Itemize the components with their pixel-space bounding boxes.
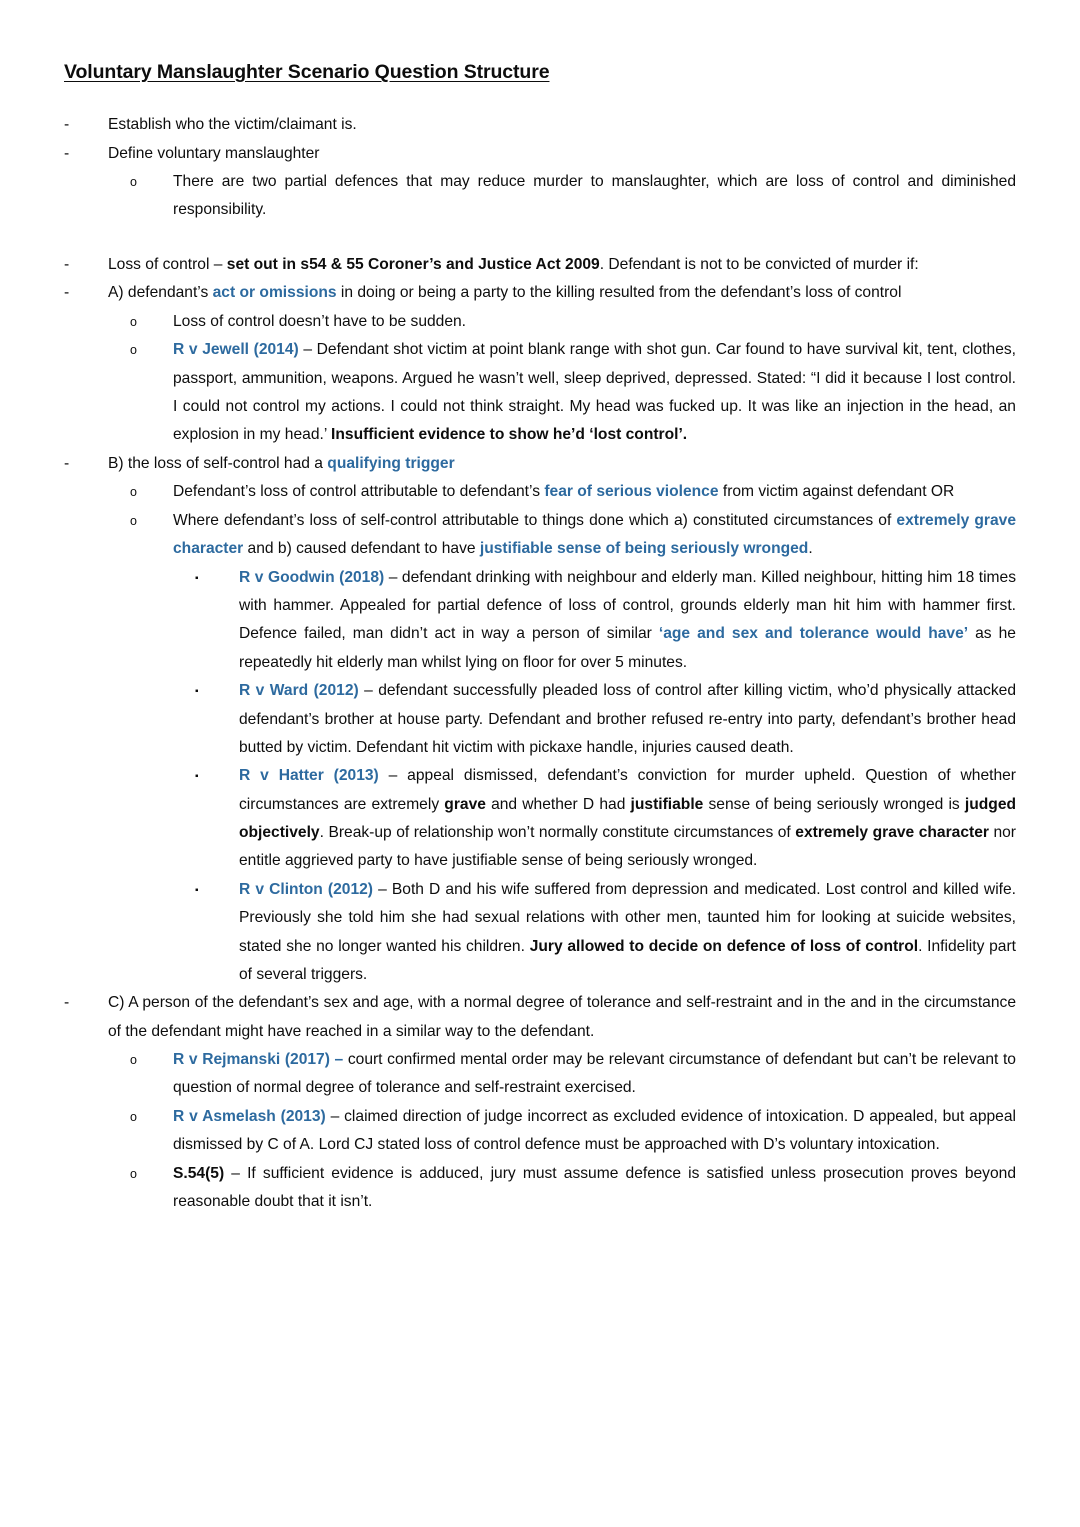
case-description: – Defendant shot victim at point blank range with shot gun. Car found to have survival kit, tent, clothes, passport, ammunition, weapons. Argued he wasn’t well, sleep deprived, depressed. Stated: “I did it because I lost control. I could not control my actions. I could not think straight. My head was fucked up. It was like an injection in the head, an explosion in my head.’ [173, 341, 1016, 444]
bullet-dash: - [64, 454, 70, 472]
bullet-circle: o [130, 175, 137, 190]
case-citation: R v Goodwin (2018) [239, 568, 385, 586]
bullet-circle: o [130, 485, 137, 500]
list-item [64, 168, 1016, 225]
case-entry [173, 336, 1016, 450]
case-citation: R v Hatter (2013) [239, 767, 379, 785]
list-item [64, 251, 1016, 279]
statute-reference: S.54(5) [173, 1164, 225, 1182]
case-description: – Both D and his wife suffered from depression and medicated. Lost control and killed wife. Previously she told him she had sexual relations with other men, taunted him for looking at suicide websites, stated she no longer wanted his children. [239, 880, 1016, 955]
statute-entry [173, 1160, 1016, 1217]
list-item-text [108, 251, 1016, 279]
case-entry [239, 564, 1016, 678]
bullet-circle: o [130, 1053, 137, 1068]
list-item [64, 1103, 1016, 1160]
list-item [64, 140, 1016, 168]
case-description: as he repeatedly hit elderly man whilst lying on floor for over 5 minutes. [239, 625, 1016, 671]
case-description: – defendant drinking with neighbour and elderly man. Killed neighbour, hitting him 18 times with hammer. Appealed for partial defence of loss of control, grounds elderly man hit him with hammer first. Defence failed, man didn’t act in way a person of similar [239, 568, 1017, 643]
page-title: Voluntary Manslaughter Scenario Question Structure [64, 61, 550, 83]
text-segment: in doing or being a party to the killing resulted from the defendant’s loss of control [336, 284, 902, 302]
case-entry [239, 876, 1016, 990]
emphasis: justifiable [630, 795, 704, 813]
list-item [64, 876, 1016, 990]
case-citation: R v Jewell (2014) [173, 341, 299, 359]
list-item [64, 336, 1016, 450]
case-description: and whether D had [485, 795, 631, 813]
bullet-square: ▪ [195, 686, 199, 698]
case-citation: R v Rejmanski (2017) – [173, 1051, 344, 1069]
case-entry [173, 1103, 1016, 1160]
text-segment: and b) caused defendant to have [243, 540, 480, 558]
list-item [64, 450, 1016, 478]
case-entry [173, 1046, 1016, 1103]
text-segment: Defendant’s loss of control attributable to defendant’s [173, 483, 545, 501]
list-item-text [108, 450, 1016, 478]
case-description: . Infidelity part of several triggers. [239, 937, 1016, 983]
bullet-circle: o [130, 343, 137, 358]
list-item [64, 989, 1016, 1046]
highlighted-term: act or omissions [212, 284, 337, 302]
list-item-text: Define voluntary manslaughter [108, 144, 320, 162]
text-segment: Loss of control – [108, 255, 227, 273]
statute-description: – If sufficient evidence is adduced, jury must assume defence is satisfied unless prosecution proves beyond reasonable doubt that it isn’t. [173, 1164, 1016, 1210]
text-segment: B) the loss of self-control had a [108, 454, 328, 472]
list-item [64, 1160, 1016, 1217]
bullet-dash: - [64, 255, 70, 273]
case-description: – defendant successfully pleaded loss of control after killing victim, who’d physically attacked defendant’s brother at house party. Defendant and brother refused re-entry into party, defendant’s brother head butted by victim. Defendant hit victim with pickaxe handle, injuries caused death. [239, 682, 1016, 756]
bullet-dash: - [64, 116, 70, 134]
list-item-text [108, 279, 1016, 307]
case-description: sense of being seriously wronged is [703, 795, 965, 813]
emphasis: grave [444, 795, 486, 813]
case-description: . Break-up of relationship won’t normally constitute circumstances of [319, 824, 796, 842]
emphasis: extremely grave character [795, 824, 989, 842]
case-entry [239, 762, 1016, 876]
case-description: court confirmed mental order may be relevant circumstance of defendant but can’t be relevant to question of normal degree of tolerance and self-restraint exercised. [173, 1051, 1016, 1097]
highlighted-term: fear of serious violence [544, 483, 719, 501]
text-segment: from victim against defendant OR [718, 483, 955, 501]
case-entry [239, 677, 1016, 762]
list-item [64, 564, 1016, 678]
highlighted-term: justifiable sense of being seriously wronged [479, 540, 809, 558]
case-description: – appeal dismissed, defendant’s conviction for murder upheld. Question of whether circumstances are extremely [239, 767, 1016, 813]
list-item-text: Loss of control doesn’t have to be sudden. [173, 312, 467, 330]
list-item [64, 478, 1016, 507]
list-item [64, 677, 1016, 762]
spacer [64, 225, 1016, 251]
list-item [64, 308, 1016, 337]
list-item-text: Establish who the victim/claimant is. [108, 116, 357, 134]
list-item-text: There are two partial defences that may reduce murder to manslaughter, which are loss of control and diminished responsibility. [173, 173, 1016, 219]
bullet-dash: - [64, 994, 70, 1012]
text-segment: . Defendant is not to be convicted of murder if: [599, 255, 919, 273]
case-holding: Insufficient evidence to show he’d ‘lost control’. [331, 426, 688, 444]
case-description: – claimed direction of judge incorrect as excluded evidence of intoxication. D appealed, but appeal dismissed by C of A. Lord CJ stated loss of control defence must be approached with D’s voluntary intoxication. [173, 1107, 1016, 1154]
bullet-square: ▪ [195, 771, 199, 783]
bullet-circle: o [130, 314, 137, 329]
emphasis: judged objectively [239, 795, 1017, 842]
highlighted-term: qualifying trigger [327, 454, 455, 472]
statute-reference: set out in s54 & 55 Coroner’s and Justice Act 2009 [226, 255, 600, 273]
bullet-circle: o [130, 513, 137, 528]
list-item [64, 1046, 1016, 1103]
highlighted-term: ‘age and sex and tolerance would have’ [658, 625, 969, 643]
highlighted-term: extremely grave character [173, 511, 1016, 558]
bullet-circle: o [130, 1109, 137, 1124]
text-segment: Where defendant’s loss of self-control attributable to things done which a) constituted circumstances of [173, 511, 897, 529]
bullet-dash: - [64, 144, 70, 162]
list-item [64, 111, 1016, 139]
case-holding: Jury allowed to decide on defence of loss of control [529, 937, 919, 955]
bullet-circle: o [130, 1166, 137, 1181]
list-item [64, 762, 1016, 876]
case-description: nor entitle aggrieved party to have justifiable sense of being seriously wronged. [239, 824, 1016, 870]
list-item-text [173, 507, 1016, 564]
list-item [64, 279, 1016, 307]
list-item [64, 507, 1016, 564]
text-segment: . [808, 540, 813, 558]
text-segment: A) defendant’s [108, 284, 213, 302]
case-citation: R v Asmelash (2013) [173, 1107, 326, 1125]
list-item-text: C) A person of the defendant’s sex and age, with a normal degree of tolerance and self-restraint and in the and in the circumstance of the defendant might have reached in a similar way to the defendant. [108, 994, 1016, 1040]
bullet-square: ▪ [195, 572, 199, 584]
case-citation: R v Ward (2012) [239, 682, 359, 700]
bullet-square: ▪ [195, 884, 199, 896]
list-item-text [173, 478, 1016, 506]
bullet-dash: - [64, 284, 70, 302]
case-citation: R v Clinton (2012) [239, 880, 373, 898]
